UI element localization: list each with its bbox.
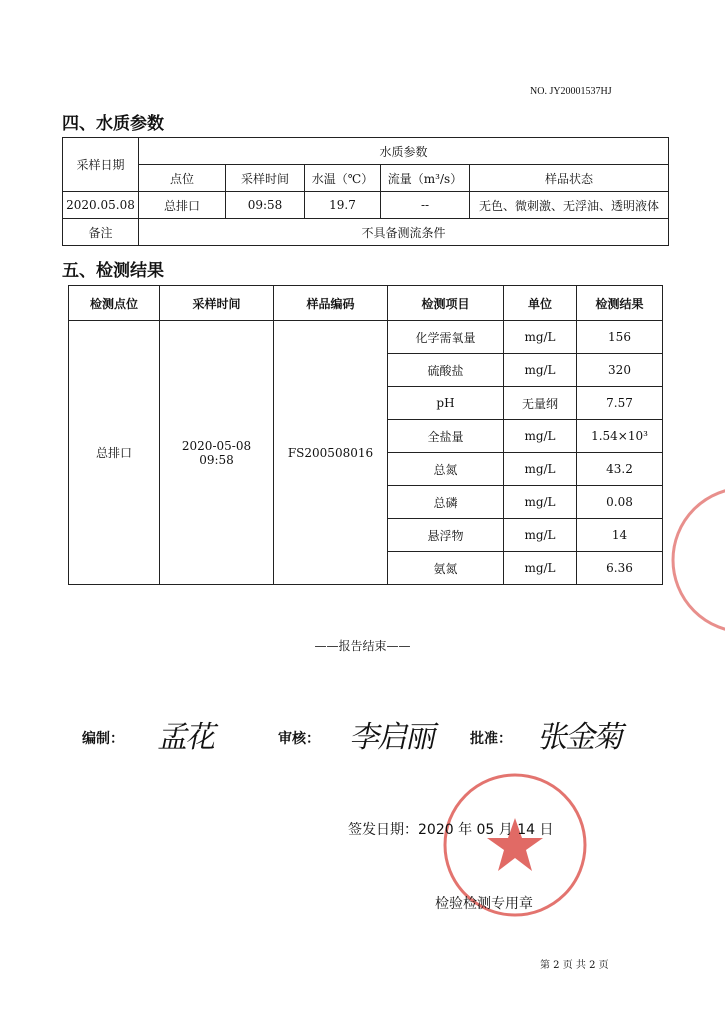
header-code: 样品编码 — [274, 286, 388, 321]
header-point: 检测点位 — [69, 286, 160, 321]
cell-result: 0.08 — [577, 486, 663, 519]
cell-unit: mg/L — [504, 552, 577, 585]
cell-item: 总氮 — [388, 453, 504, 486]
note-value: 不具备测流条件 — [139, 219, 669, 246]
col-temp: 水温（℃） — [305, 165, 381, 192]
seal-fragment-icon — [670, 480, 725, 640]
reviewer-label: 审核： — [278, 731, 320, 747]
cell-unit: 无量纲 — [504, 387, 577, 420]
header-time: 采样时间 — [160, 286, 274, 321]
cell-temp: 19.7 — [305, 192, 381, 219]
table-row — [69, 321, 663, 354]
col-flow: 流量（m³/s） — [381, 165, 470, 192]
cell-unit: mg/L — [504, 420, 577, 453]
header-water-params: 水质参数 — [139, 138, 669, 165]
compiler-signature: 孟花 — [155, 720, 219, 755]
cell-unit: mg/L — [504, 519, 577, 552]
cell-item: 氨氮 — [388, 552, 504, 585]
cell-flow: -- — [381, 192, 470, 219]
header-sampling-date: 采样日期 — [63, 138, 139, 192]
col-state: 样品状态 — [470, 165, 669, 192]
note-label: 备注 — [63, 219, 139, 246]
approver-label: 批准： — [470, 731, 512, 747]
sample-date: 2020-05-08 — [181, 438, 252, 453]
cell-result: 156 — [577, 321, 663, 354]
cell-item: 悬浮物 — [388, 519, 504, 552]
header-result: 检测结果 — [577, 286, 663, 321]
sample-time: 09:58 — [199, 452, 234, 467]
cell-point: 总排口 — [139, 192, 226, 219]
stamp-label: 检验检测专用章 — [435, 896, 533, 912]
cell-unit: mg/L — [504, 321, 577, 354]
cell-item: 总磷 — [388, 486, 504, 519]
reviewer-signature: 李启丽 — [347, 720, 439, 755]
cell-item: pH — [388, 387, 504, 420]
col-point: 点位 — [139, 165, 226, 192]
col-time: 采样时间 — [226, 165, 305, 192]
cell-unit: mg/L — [504, 354, 577, 387]
cell-result: 7.57 — [577, 387, 663, 420]
cell-item: 硫酸盐 — [388, 354, 504, 387]
report-end-line: ——报告结束—— — [314, 639, 411, 653]
cell-item: 化学需氧量 — [388, 321, 504, 354]
cell-sample-time — [160, 321, 274, 585]
section5-title: 五、检测结果 — [62, 261, 164, 281]
cell-result: 43.2 — [577, 453, 663, 486]
cell-result: 320 — [577, 354, 663, 387]
water-quality-table — [62, 137, 669, 246]
cell-result: 1.54×10³ — [577, 420, 663, 453]
cell-sample-code: FS200508016 — [274, 321, 388, 585]
cell-unit: mg/L — [504, 486, 577, 519]
cell-result: 14 — [577, 519, 663, 552]
cell-result: 6.36 — [577, 552, 663, 585]
results-table — [68, 285, 663, 585]
page-number: 第 2 页 共 2 页 — [540, 960, 609, 971]
cell-unit: mg/L — [504, 453, 577, 486]
cell-time: 09:58 — [226, 192, 305, 219]
header-unit: 单位 — [504, 286, 577, 321]
cell-date: 2020.05.08 — [63, 192, 139, 219]
cell-state: 无色、微刺激、无浮油、透明液体 — [470, 192, 669, 219]
approver-signature: 张金菊 — [535, 720, 627, 755]
issue-date: 签发日期：2020 年 05 月 14 日 — [348, 822, 554, 838]
header-item: 检测项目 — [388, 286, 504, 321]
report-number: NO. JY20001537HJ — [530, 86, 612, 97]
section4-title: 四、水质参数 — [62, 114, 164, 134]
cell-item: 全盐量 — [388, 420, 504, 453]
compiler-label: 编制： — [82, 731, 124, 747]
cell-point: 总排口 — [69, 321, 160, 585]
